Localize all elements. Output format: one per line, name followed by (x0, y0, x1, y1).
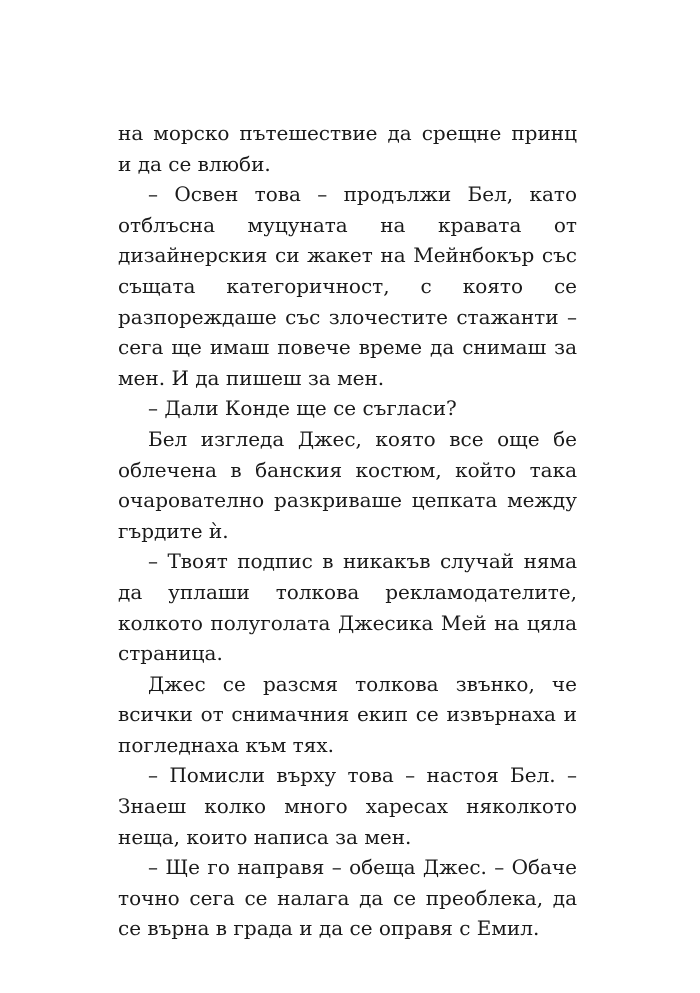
paragraph-5: – Твоят подпис в никакъв случай няма да уплаши толкова рекламодателите, колкото полуголата Джесика Мей на цяла страница. (118, 549, 577, 666)
paragraph-2: – Освен това – продължи Бел, като отблъсна муцуната на кравата от дизайнерския си жакет на Мейнбокър със същата категоричност, с която се разпореждаше със злочестите стажанти – сега ще имаш повече време да снимаш за мен. И да пишеш за мен. (118, 182, 577, 390)
paragraph-1: на морско пътешествие да срещне принц и да се влюби. (118, 121, 577, 176)
paragraph-7: – Помисли върху това – настоя Бел. – Знаеш колко много харесах няколкото неща, които написа за мен. (118, 763, 577, 849)
paragraph-8: – Ще го направя – обеща Джес. – Обаче точно сега се налага да се преоблека, да се върна в града и да се оправя с Емил. (118, 855, 577, 941)
paragraph-4: Бел изгледа Джес, която все още бе облечена в банския костюм, който така очарователно разкриваше цепката между гърдите ѝ. (118, 426, 577, 543)
paragraph-6: Джес се разсмя толкова звънко, че всички от снимачния екип се извърнаха и погледнаха към тях. (118, 671, 577, 757)
paragraph-3: – Дали Конде ще се съгласи? (148, 396, 457, 421)
page-body-text (118, 118, 577, 944)
